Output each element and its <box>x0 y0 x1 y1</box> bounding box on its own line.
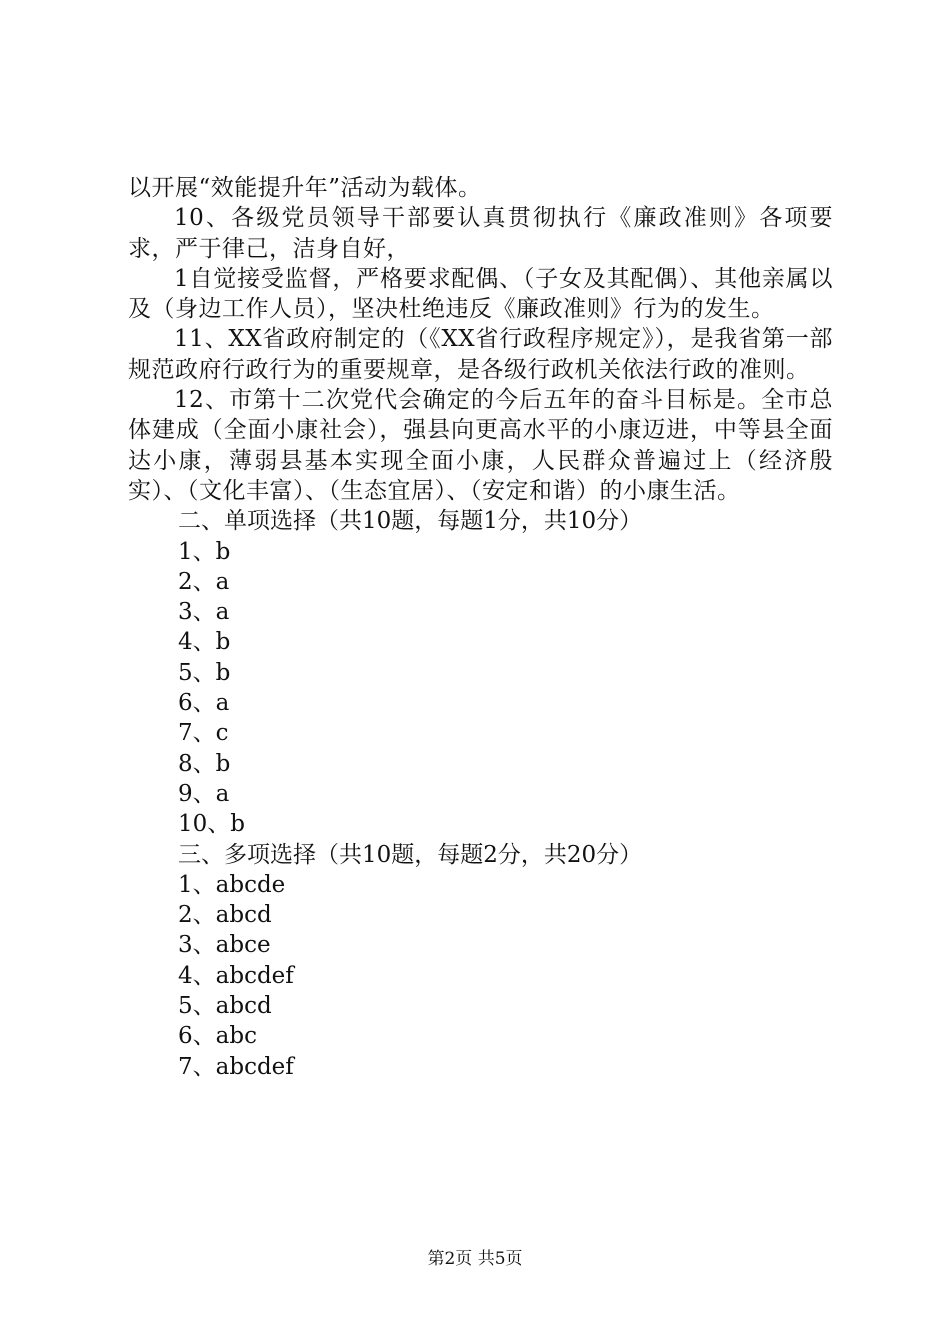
answer-item: 8、b <box>178 750 231 777</box>
document-body <box>128 173 833 1082</box>
answer-item: 10、b <box>178 811 245 838</box>
paragraph-intro: 以开展“效能提升年”活动为载体。 <box>128 175 482 201</box>
answer-item: 6、a <box>178 690 230 717</box>
answer-item: 5、abcd <box>178 993 272 1020</box>
answer-item: 4、abcdef <box>178 962 294 989</box>
answer-item: 2、a <box>178 568 230 595</box>
page-number-footer: 第2页 共5页 <box>427 1249 523 1269</box>
paragraph-item-11: 11、XX省政府制定的（《XX省行政程序规定》），是我省第一部规范政府行政行为的重要规章，是各级行政机关依法行政的准则。 <box>128 326 833 383</box>
section-heading-single-choice: 二、单项选择（共10题，每题1分，共10分） <box>178 508 643 535</box>
answer-item: 5、b <box>178 659 231 686</box>
paragraph-supervision: 1自觉接受监督，严格要求配偶、（子女及其配偶）、其他亲属以及（身边工作人员），坚决杜绝违反《廉政准则》行为的发生。 <box>128 265 833 323</box>
paragraph-item-10: 10、各级党员领导干部要认真贯彻执行《廉政准则》各项要求，严于律己，洁身自好， <box>128 205 833 262</box>
answer-item: 6、abc <box>178 1023 257 1050</box>
answer-item: 2、abcd <box>178 902 272 929</box>
answer-item: 1、b <box>178 538 231 565</box>
answer-item: 7、c <box>178 720 229 747</box>
section-heading-multiple-choice: 三、多项选择（共10题，每题2分，共20分） <box>178 841 643 868</box>
answer-item: 7、abcdef <box>178 1053 294 1080</box>
answer-item: 4、b <box>178 629 231 656</box>
paragraph-item-12: 12、市第十二次党代会确定的今后五年的奋斗目标是。全市总体建成（全面小康社会），强县向更高水平的小康迈进，中等县全面达小康，薄弱县基本实现全面小康，人民群众普遍过上（经济殷实）、（文化丰富）、（生态宜居）、（安定和谐）的小康生活。 <box>128 387 833 504</box>
answer-item: 9、a <box>178 780 230 807</box>
answer-item: 3、abce <box>178 932 271 959</box>
answer-item: 1、abcde <box>178 871 286 898</box>
answer-item: 3、a <box>178 599 230 626</box>
